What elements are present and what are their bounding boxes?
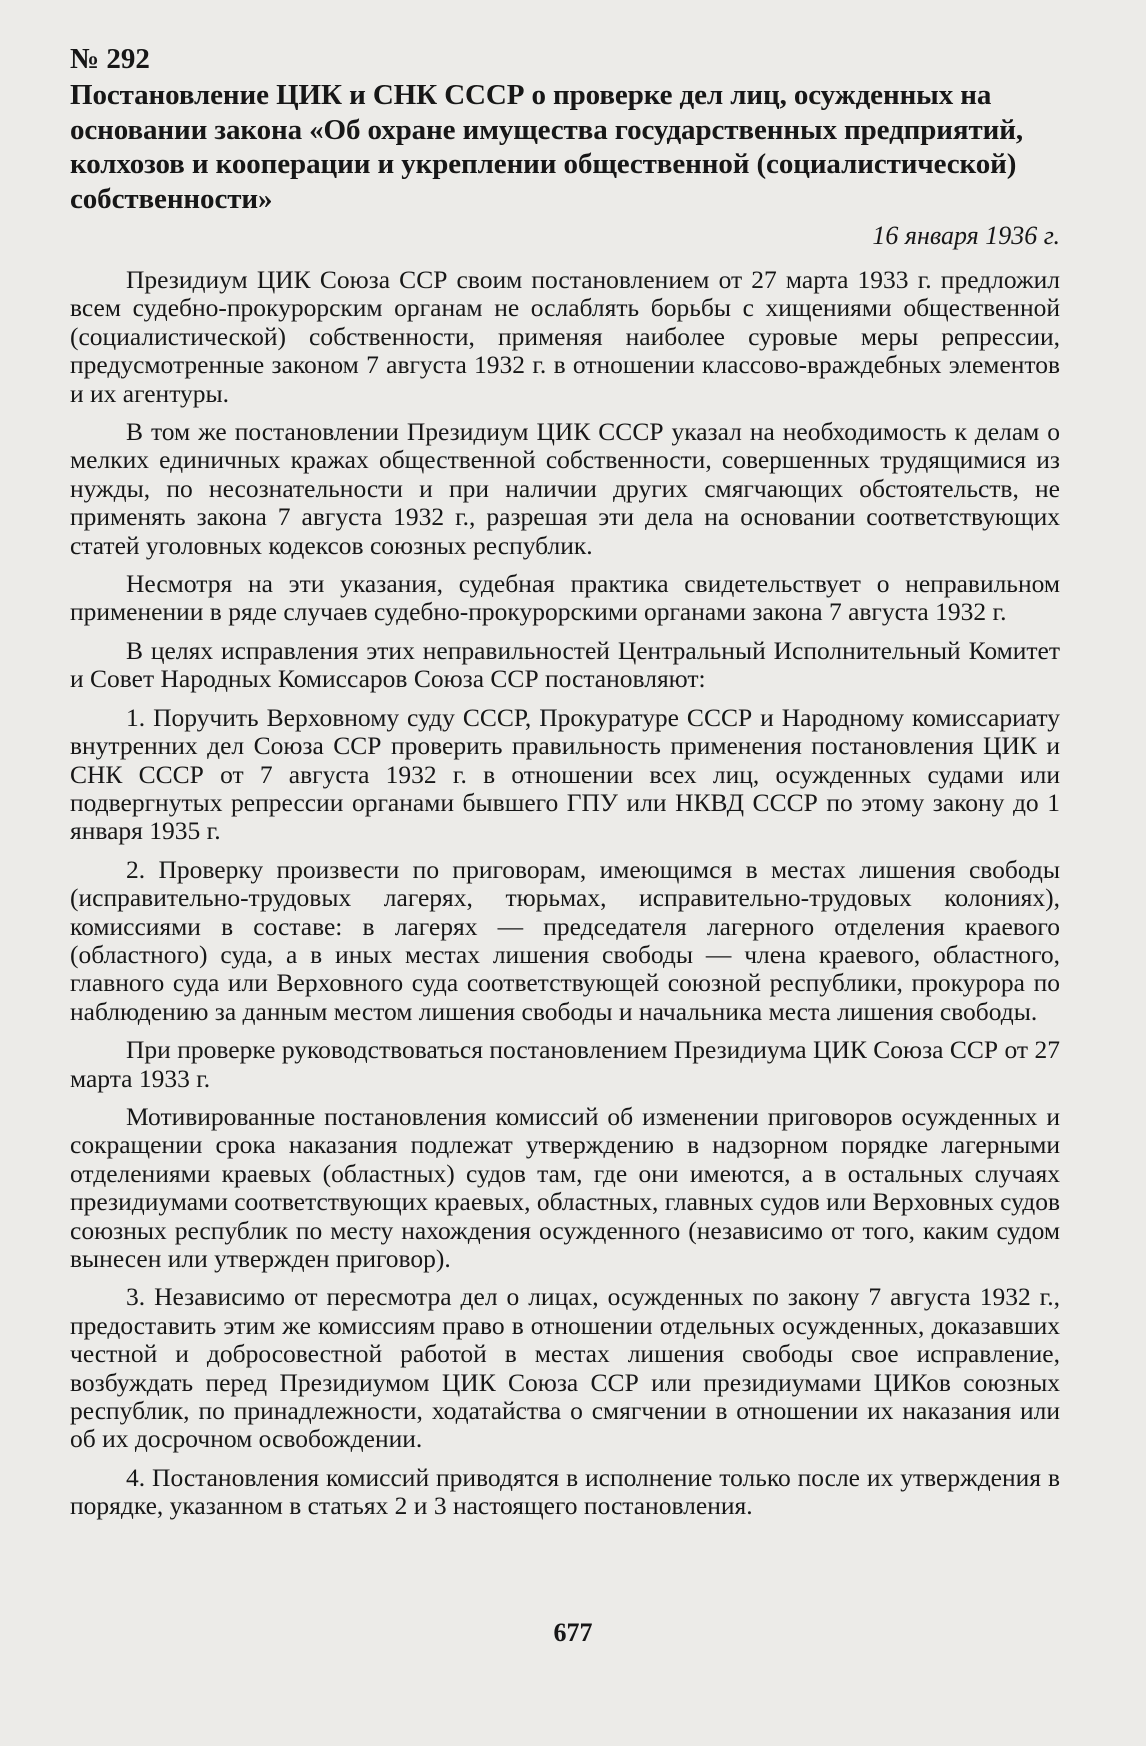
paragraph: При проверке руководствоваться постановлением Президиума ЦИК Союза ССР от 27 марта 1933 г. — [70, 1035, 1060, 1093]
paragraph: Мотивированные постановления комиссий об изменении приговоров осужденных и сокращении срока наказания подлежат утверждению в надзорном порядке лагерными отделениями краевых (областных) судов там, где они имеются, а в остальных случаях президиумами соответствующих краевых, областных, главных судов или Верховных судов союзных республик по месту нахождения осужденного (независимо от того, каким судом вынесен или утвержден приговор). — [70, 1101, 1060, 1273]
document-body — [70, 42, 1060, 1531]
paragraph: 3. Независимо от пересмотра дел о лицах, осужденных по закону 7 августа 1932 г., предоставить этим же комиссиям право в отношении отдельных осужденных, доказавших честной и добросовестной работой в местах лишения свободы свое исправление, возбуждать перед Президиумом ЦИК Союза ССР или президиумами ЦИКов союзных республик, по принадлежности, ходатайства о смягчении в отношении их наказания или об их досрочном освобождении. — [70, 1282, 1060, 1454]
paragraph: 1. Поручить Верховному суду СССР, Прокуратуре СССР и Народному комиссариату внутренних дел Союза ССР проверить правильность применения постановления ЦИК и СНК СССР от 7 августа 1932 г. в отношении всех лиц, осужденных судами или подвергнутых репрессии органами бывшего ГПУ или НКВД СССР по этому закону до 1 января 1935 г. — [70, 702, 1060, 846]
document-text — [70, 266, 1060, 1521]
paragraph: Несмотря на эти указания, судебная практика свидетельствует о неправильном применении в ряде случаев судебно-прокурорскими органами закона 7 августа 1932 г. — [70, 569, 1060, 627]
paragraph: В том же постановлении Президиум ЦИК СССР указал на необходимость к делам о мелких единичных кражах общественной собственности, совершенных трудящимися из нужды, по несознательности и при наличии других смягчающих обстоятельств, не применять закона 7 августа 1932 г., разрешая эти дела на основании соответствующих статей уголовных кодексов союзных республик. — [70, 417, 1060, 560]
page-number: 677 — [553, 1618, 593, 1647]
document-number: № 292 — [70, 43, 150, 75]
document-title: Постановление ЦИК и СНК СССР о проверке дел лиц, осужденных на основании закона «Об охране имущества государственных предприятий, колхозов и кооперации и укреплении общественной (социалистической) собственности» — [70, 79, 1023, 215]
paragraph: В целях исправления этих неправильностей Центральный Исполнительный Комитет и Совет Народных Комиссаров Союза ССР постановляют: — [70, 635, 1060, 694]
paragraph: 2. Проверку произвести по приговорам, имеющимся в местах лишения свободы (исправительно-трудовых лагерях, тюрьмах, исправительно-трудовых колониях), комиссиями в составе: в лагерях — председателя лагерного отделения краевого (областного) суда, а в иных местах лишения свободы — члена краевого, областного, главного суда или Верховного суда соответствующей союзной республики, прокурора по наблюдению за данным местом лишения свободы и начальника места лишения свободы. — [70, 854, 1060, 1026]
paragraph: 4. Постановления комиссий приводятся в исполнение только после их утверждения в порядке, указанном в статьях 2 и 3 настоящего постановления. — [70, 1462, 1060, 1521]
document-date: 16 января 1936 г. — [872, 221, 1060, 250]
paragraph: Президиум ЦИК Союза ССР своим постановлением от 27 марта 1933 г. предложил всем судебно-прокурорским органам не ослаблять борьбы с хищениями общественной (социалистической) собственности, применяя наиболее суровые меры репрессии, предусмотренные законом 7 августа 1932 г. в отношении классово-враждебных элементов и их агентуры. — [70, 265, 1060, 408]
